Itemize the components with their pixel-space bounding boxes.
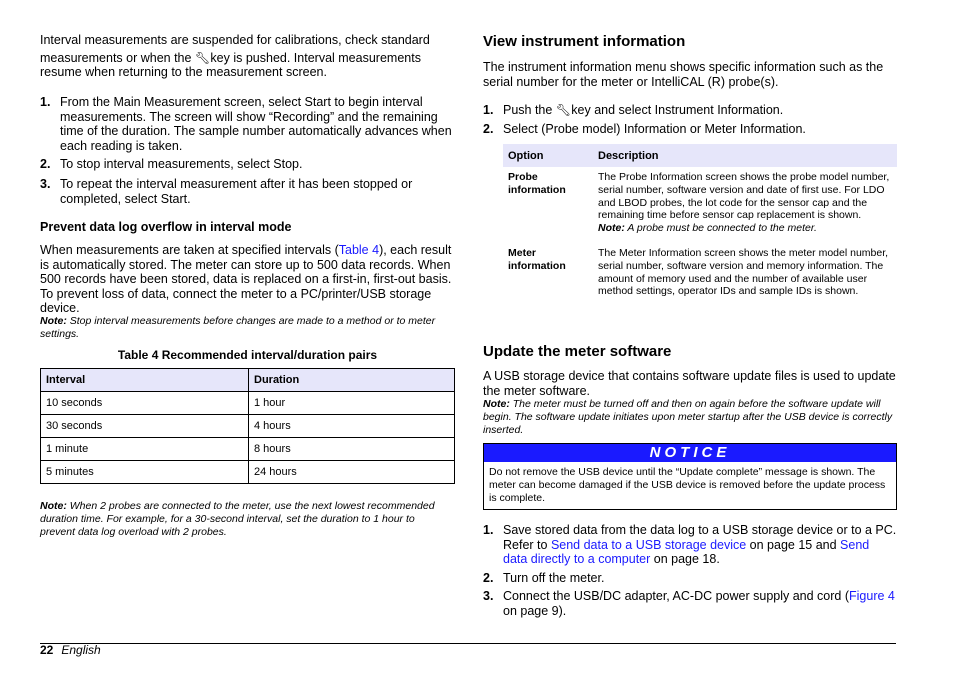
option-description [593,167,897,243]
footer-language: English [61,643,101,657]
table-cell: 1 hour [249,392,455,415]
table-caption: Table 4 Recommended interval/duration pairs [117,348,378,362]
step-text: To repeat the interval measurement after it has been stopped or completed, select Start. [60,176,413,206]
wrench-screwdriver-icon: 🔧︎ [194,50,211,65]
column-header-description: Description [593,144,897,167]
column-header-interval: Interval [41,369,249,392]
step-number: 2. [483,570,494,585]
table-row [503,167,897,243]
step-text: key and select Instrument Information. [567,103,784,117]
note-label: Note: [40,315,67,327]
step-text: Connect the USB/DC adapter, AC-DC power supply and cord ( [503,589,850,604]
section-subheading: Prevent data log overflow in interval mode [40,220,292,234]
overflow-paragraph [40,243,455,316]
paragraph-text: When measurements are taken at specified intervals ( [40,243,339,257]
table-row [503,243,897,306]
step-number: 3. [40,176,51,191]
step-text: Save stored data from the data log to a USB storage device or to a PC. Refer to [503,523,897,552]
notice-title: NOTICE [484,444,896,462]
step-text: Push the [503,103,556,117]
step-text: Turn off the meter. [503,570,605,585]
note-software-update [483,398,897,437]
list-item [483,589,897,618]
computer-link[interactable]: Send data directly to a computer [503,537,870,567]
table-cell: 4 hours [249,415,455,438]
note-text: The meter must be turned off and then on again before the software update will begin. The software update initiates upon meter startup after the USB device is correctly inserted. [483,398,893,436]
note-stop-interval [40,315,445,341]
notice-text: Do not remove the USB device until the “Update complete” message is shown. The meter can become damaged if the USB device is removed before the update process is complete. [489,466,886,504]
heading-update-meter-software: Update the meter software [483,343,672,360]
description-note [598,222,817,234]
list-item [483,122,897,137]
intro-text: key is pushed. Interval measurements [206,50,421,65]
list-item [40,177,455,206]
paragraph-text: ), each result is automatically stored. The meter can store up to 500 data records. When 500 records have been stored, data is replaced on a first-in, first-out basis. To prevent loss of data, connect the meter to a PC/printer/USB storage device. [40,243,452,316]
step-number: 1. [483,523,494,537]
table-4-link[interactable]: Table 4 [338,243,380,257]
table-row [41,461,455,484]
page-number: 22 [40,643,54,657]
page-footer [40,643,101,657]
list-item [483,571,897,586]
instrument-info-steps [483,103,897,136]
note-text: A probe must be connected to the meter. [624,222,817,235]
instrument-options-table [503,144,897,306]
heading-view-instrument-information: View instrument information [483,33,686,50]
intro-text: measurements or when the [40,50,195,65]
step-text: on page 18. [650,552,720,567]
step-text: Select (Probe model) Information or Meter Information. [503,121,806,136]
step-number: 1. [483,103,494,117]
list-item [40,157,455,172]
step-text: on page 9). [503,603,567,618]
note-two-probes [40,500,445,539]
option-meter-information: Meter information [508,246,566,272]
note-label: Note: [40,500,67,512]
update-steps [483,523,897,619]
interval-steps [40,95,455,206]
figure-4-link[interactable]: Figure 4 [849,589,895,604]
instrument-info-paragraph: The instrument information menu shows specific information such as the serial number for the meter or IntelliCAL (R) probe(s). [483,60,884,89]
table-cell: 8 hours [249,438,455,461]
table-cell: 5 minutes [41,461,249,484]
table-cell: 30 seconds [41,415,249,438]
update-paragraph: A USB storage device that contains software update files is used to update the meter software. [483,369,896,398]
column-header-duration: Duration [249,369,455,392]
usb-storage-link[interactable]: Send data to a USB storage device [550,537,747,552]
table-row [41,392,455,415]
step-number: 2. [40,157,51,172]
step-number: 1. [40,95,51,109]
step-text: on page 15 and [746,537,841,552]
note-text: Stop interval measurements before changes are made to a method or to meter settings. [40,315,436,340]
table-row [41,438,455,461]
step-number: 2. [483,121,494,136]
description-text: The Probe Information screen shows the probe model number, serial number, software version and date of first use. For LDO and LBOD probes, the lot code for the sensor cap and the remaining time before sensor cap replacement is shown. [598,171,890,222]
intro-line-1: Interval measurements are suspended for calibrations, check standard [40,33,430,47]
list-item [40,95,455,153]
list-item [483,523,897,567]
step-text: From the Main Measurement screen, select Start to begin interval measurements. The screen will show “Recording” and the remaining time of the duration. The sample number automatically advances when each reading is taken. [60,95,452,153]
notice-box [483,443,897,510]
step-text: To stop interval measurements, select Stop. [60,157,303,172]
intro-line-2 [40,51,455,66]
note-label: Note: [598,222,625,235]
note-text: When 2 probes are connected to the meter, use the next lowest recommended duration time. For example, for a 30-second interval, set the duration to 1 hour to prevent data log overload with 2 probes. [40,500,435,538]
wrench-screwdriver-icon: 🔧︎ [555,103,572,117]
table-header-row [503,144,897,167]
footer-divider [40,643,896,644]
list-item [483,103,897,118]
note-label: Note: [483,398,510,410]
column-header-option: Option [503,144,593,167]
interval-duration-table [40,368,455,484]
table-header-row [41,369,455,392]
table-cell: 24 hours [249,461,455,484]
table-cell: 10 seconds [41,392,249,415]
step-number: 3. [483,589,494,604]
intro-paragraph [40,33,455,80]
table-cell: 1 minute [41,438,249,461]
option-probe-information: Probe information [508,171,566,196]
table-row [41,415,455,438]
option-description: The Meter Information screen shows the meter model number, serial number, software version and memory information. The amount of memory used and the number of available user method settings, operator IDs and sample IDs is shown. [598,246,889,298]
intro-line-3: resume when returning to the measurement screen. [40,65,327,80]
